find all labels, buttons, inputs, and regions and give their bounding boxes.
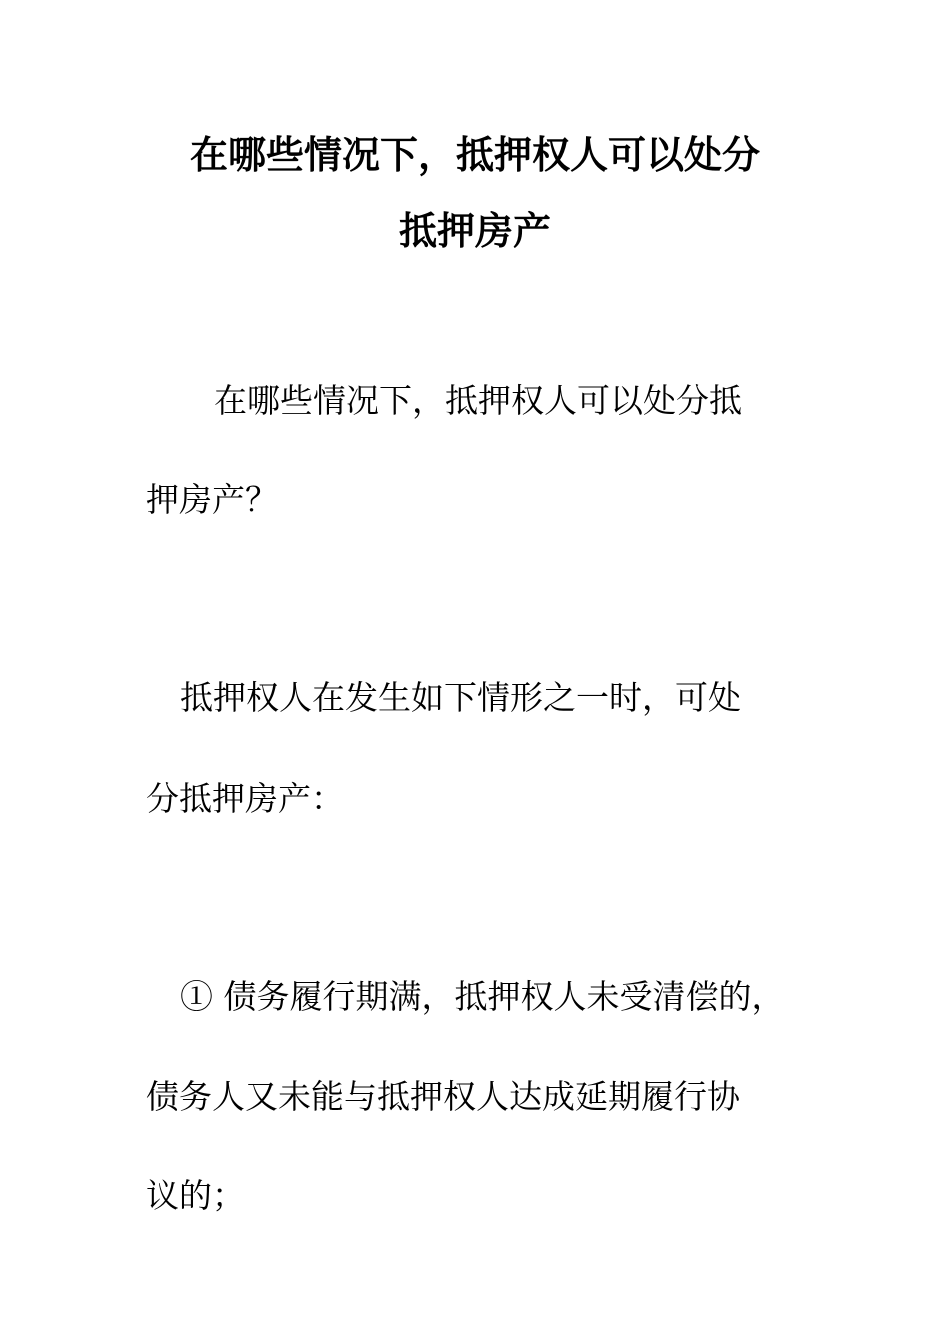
document-title-line-2: 抵押房产 <box>398 209 551 253</box>
paragraph-2-line-2: 分抵押房产： <box>146 779 344 818</box>
paragraph-1-line-2: 押房产？ <box>146 480 278 519</box>
paragraph-3-line-3: 议的； <box>146 1176 245 1215</box>
paragraph-3-line-2: 债务人又未能与抵押权人达成延期履行协 <box>146 1077 740 1116</box>
paragraph-3-line-1: ① 债务履行期满，抵押权人未受清偿的， <box>180 977 785 1016</box>
paragraph-1-line-1: 在哪些情况下，抵押权人可以处分抵 <box>214 381 742 420</box>
paragraph-2-line-1: 抵押权人在发生如下情形之一时，可处 <box>180 678 741 717</box>
document-title-line-1: 在哪些情况下，抵押权人可以处分 <box>189 133 760 177</box>
